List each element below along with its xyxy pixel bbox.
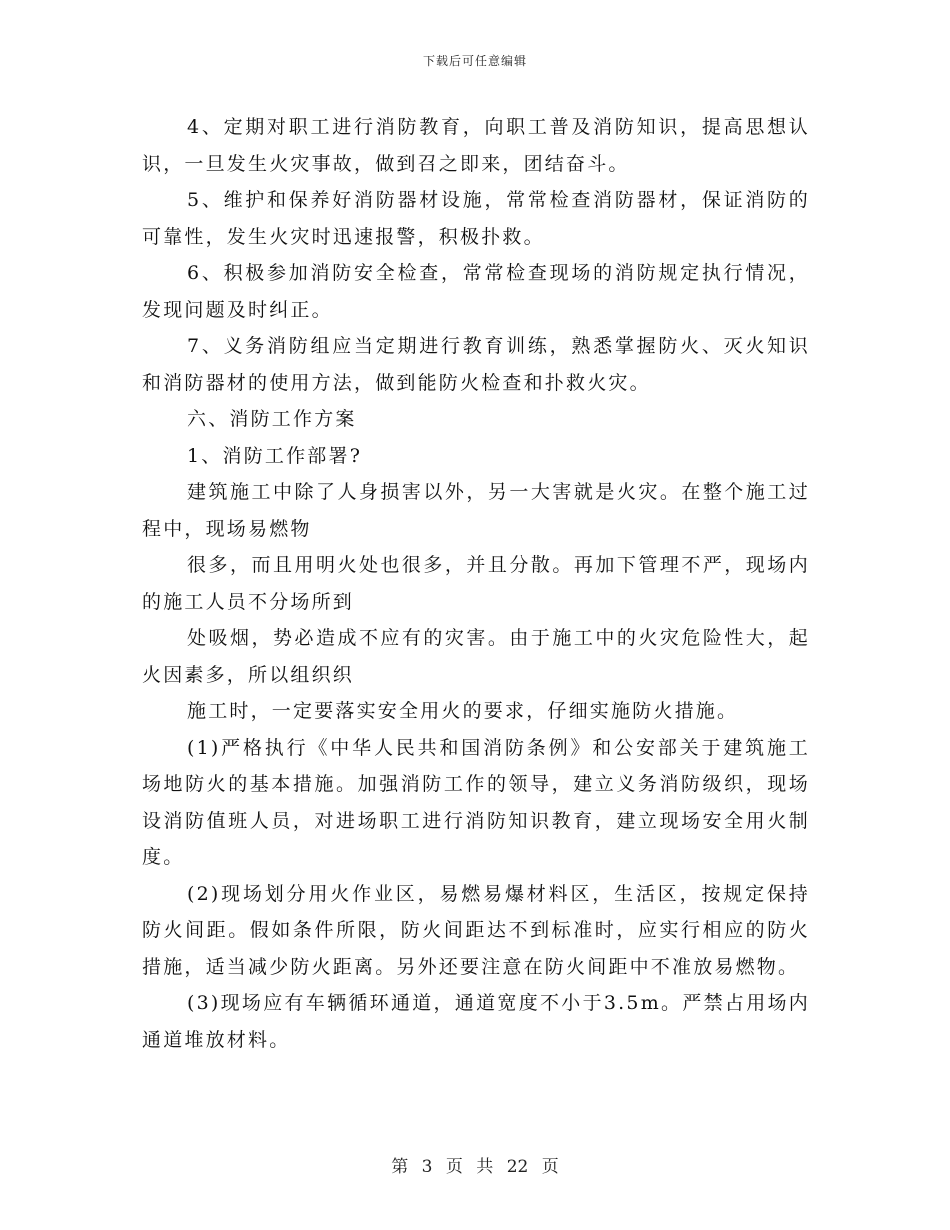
page-header: 下载后可任意编辑: [422, 54, 527, 68]
paragraph: 处吸烟，势必造成不应有的灾害。由于施工中的火灾危险性大，起火因素多，所以组织织: [142, 627, 810, 686]
paragraph: 建筑施工中除了人身损害以外，另一大害就是火灾。在整个施工过程中，现场易燃物: [142, 481, 810, 540]
measure-item-3: (3)现场应有车辆循环通道，通道宽度不小于3.5m。严禁占用场内通道堆放材料。: [142, 992, 810, 1051]
page-number-footer: 第 3 页 共 22 页: [391, 1157, 559, 1177]
paragraph-item-4: 4、定期对职工进行消防教育，向职工普及消防知识，提高思想认识，一旦发生火灾事故，做到召之即来，团结奋斗。: [142, 116, 810, 175]
measure-item-2: (2)现场划分用火作业区，易燃易爆材料区，生活区，按规定保持防火间距。假如条件所限，防火间距达不到标准时，应实行相应的防火措施，适当减少防火距离。另外还要注意在防火间距中不准放易燃物。: [142, 882, 810, 978]
subsection-heading: 1、消防工作部署?: [187, 444, 363, 467]
paragraph-item-7: 7、义务消防组应当定期进行教育训练，熟悉掌握防火、灭火知识和消防器材的使用方法，做到能防火检查和扑救火灾。: [142, 335, 810, 394]
paragraph: 很多，而且用明火处也很多，并且分散。再加下管理不严，现场内的施工人员不分场所到: [142, 554, 810, 613]
paragraph: 施工时，一定要落实安全用火的要求，仔细实施防火措施。: [187, 700, 739, 722]
paragraph-item-6: 6、积极参加消防安全检查，常常检查现场的消防规定执行情况，发现问题及时纠正。: [142, 262, 810, 321]
document-body: [142, 109, 810, 1058]
measure-item-1: (1)严格执行《中华人民共和国消防条例》和公安部关于建筑施工场地防火的基本措施。加强消防工作的领导，建立义务消防级织，现场设消防值班人员，对进场职工进行消防知识教育，建立现场安全用火制度。: [142, 736, 810, 868]
paragraph-item-5: 5、维护和保养好消防器材设施，常常检查消防器材，保证消防的可靠性，发生火灾时迅速报警，积极扑救。: [142, 189, 810, 248]
section-heading: 六、消防工作方案: [187, 408, 357, 430]
